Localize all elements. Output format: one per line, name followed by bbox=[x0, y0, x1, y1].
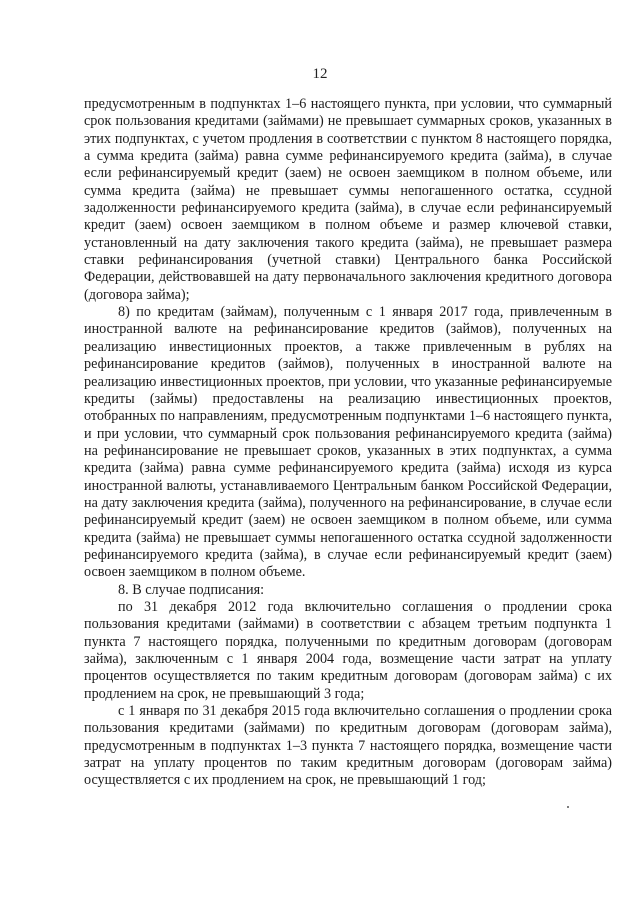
paragraph-section-8-item-2015: с 1 января по 31 декабря 2015 года включительно соглашения о продлении срока пользования кредитами (займами) по кредитным договорам (договорам займа), предусмотренным в подпунктах 1–3 пункта 7 настоящего порядка, возмещение части затрат на уплату процентов по таким кредитным договорам (договорам займа) осуществляется с их продлением на срок, не превышающий 1 год; bbox=[84, 703, 612, 789]
paragraph-subclause-8: 8) по кредитам (займам), полученным с 1 января 2017 года, привлеченным в иностранной валюте на рефинансирование кредитов (займов), полученных на реализацию инвестиционных проектов, а также привлеченным в рублях на рефинансирование кредитов (займов), полученных в иностранной валюте на реализацию инвестиционных проектов, при условии, что указанные рефинансируемые кредиты (займы) предоставлены на реализацию инвестиционных проектов, отобранных по направлениям, предусмотренным подпунктами 1–6 настоящего пункта, и при условии, что суммарный срок пользования рефинансируемого кредита (займа) на рефинансирование не превышает сроков, указанных в этих подпунктах, а сумма кредита (займа) равна сумме рефинансируемого кредита (займа) исходя из курса иностранной валюты, устанавливаемого Центральным банком Российской Федерации, на дату заключения кредита (займа), полученного на рефинансирование, в случае если рефинансируемый кредит (заем) не освоен заемщиком в полном объеме, или сумма кредита (займа) не превышает суммы непогашенного остатка ссудной задолженности рефинансируемого кредита (займа), в случае если рефинансируемый кредит (заем) освоен заемщиком в полном объеме. bbox=[84, 304, 612, 581]
paragraph-section-8-heading: 8. В случае подписания: bbox=[118, 581, 265, 598]
page-number: 12 bbox=[312, 66, 328, 82]
paragraph-section-8-item-2012: по 31 декабря 2012 года включительно соглашения о продлении срока пользования кредитами (займами) в соответствии с абзацем третьим подпункта 1 пункта 7 настоящего порядка, полученными по кредитным договорам (договорам займа), заключенным с 1 января 2004 года, возмещение части затрат на уплату процентов осуществляется по таким кредитным договорам (договорам займа) с их продлением на срок, не превышающий 3 года; bbox=[84, 598, 612, 702]
paragraph-continuation: предусмотренным в подпунктах 1–6 настоящего пункта, при условии, что суммарный срок пользования кредитами (займами) не превышает суммарных сроков, указанных в этих подпунктах, с учетом продления в соответствии с пунктом 8 настоящего порядка, а сумма кредита (займа) равна сумме рефинансируемого кредита (займа), в случае если рефинансируемый кредит (заем) не освоен заемщиком в полном объеме, или сумма кредита (займа) не превышает суммы непогашенного остатка, ссудной задолженности рефинансируемого кредита (займа), в случае если рефинансируемый кредит (заем) освоен заемщиком в полном объеме и размер ключевой ставки, установленный на дату заключения такого кредита (займа), не превышает размера ставки рефинансирования (учетной ставки) Центрального банка Российской Федерации, действовавшей на дату первоначального заключения кредитного договора (договора займа); bbox=[84, 96, 612, 303]
document-body bbox=[84, 96, 612, 790]
scan-speck bbox=[567, 806, 569, 808]
